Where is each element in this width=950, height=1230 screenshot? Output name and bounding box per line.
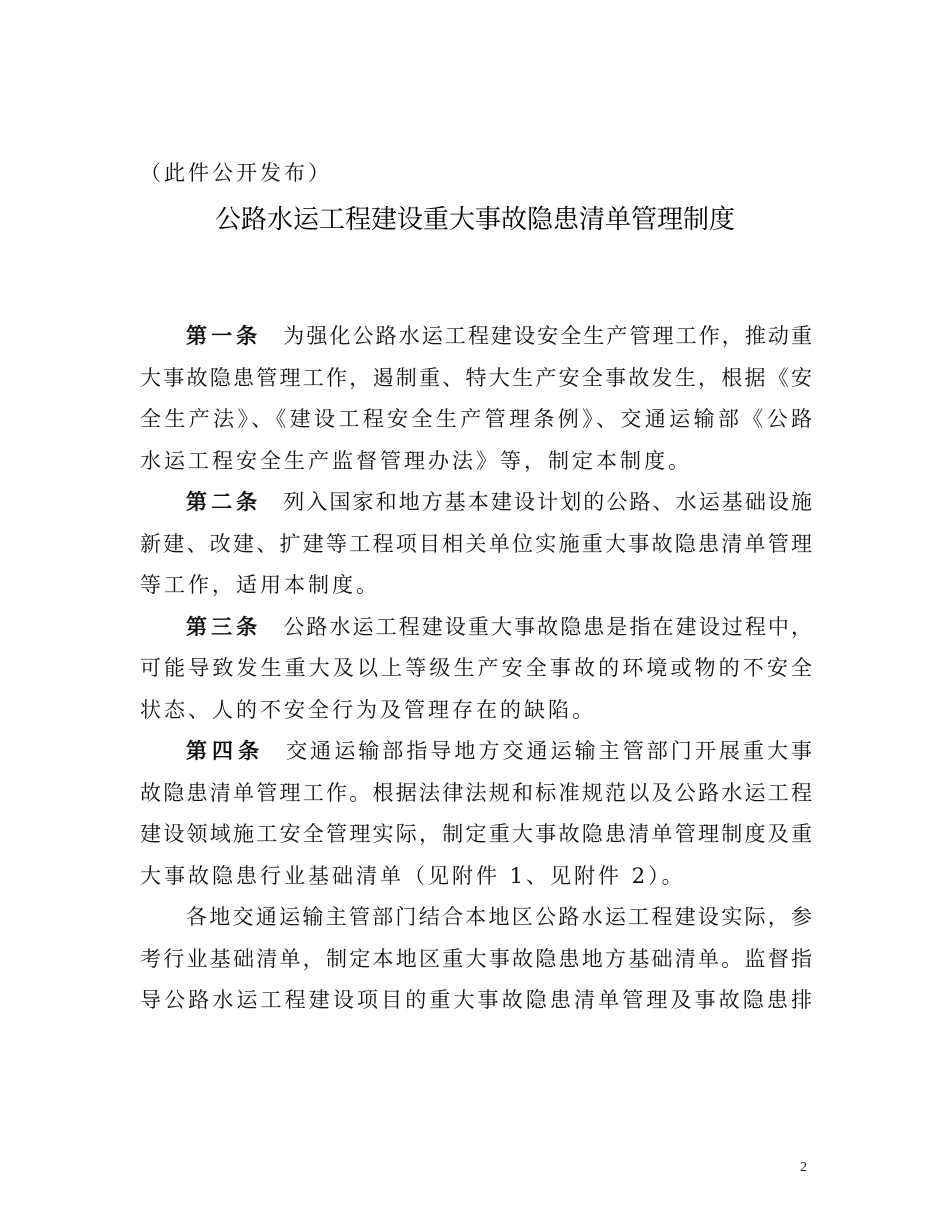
paragraph-line: 等工作，适用本制度。 [140,573,380,597]
page-number: 2 [800,1160,807,1175]
article-label: 第一条 [186,324,262,348]
paragraph-line: 故隐患清单管理工作。根据法律法规和标准规范以及公路水运工程 [140,780,812,805]
paragraph-line: 建设领域施工安全管理实际，制定重大事故隐患清单管理制度及重 [140,822,812,846]
article-2 [140,482,812,607]
paragraph-line: 考行业基础清单，制定本地区重大事故隐患地方基础清单。监督指 [140,946,812,971]
paragraph-line: 大事故隐患管理工作，遏制重、特大生产安全事故发生，根据《安 [140,365,812,390]
paragraph-line: 可能导致发生重大及以上等级生产安全事故的环境或物的不安全 [140,656,812,680]
publication-notice: （此件公开发布） [140,161,332,185]
paragraph-line: 全生产法》、《建设工程安全生产管理条例》、交通运输部《公路 [140,407,812,431]
paragraph-line: 各地交通运输主管部门结合本地区公路水运工程建设实际，参 [186,905,812,929]
paragraph-line: 大事故隐患行业基础清单（见附件 1、见附件 2）。 [140,863,686,888]
paragraph-line: 第四条 交通运输部指导地方交通运输主管部门开展重大事 [186,739,812,763]
paragraph-line: 水运工程安全生产监督管理办法》等，制定本制度。 [140,448,692,473]
paragraph-line: 第三条 公路水运工程建设重大事故隐患是指在建设过程中， [186,614,813,639]
article-3 [140,607,812,732]
paragraph-line: 新建、改建、扩建等工程项目相关单位实施重大事故隐患清单管理 [140,531,812,556]
article-label: 第三条 [186,614,262,639]
article-4-paragraph-2 [140,897,812,1022]
document-title: 公路水运工程建设重大事故隐患清单管理制度 [214,205,735,235]
article-4 [140,731,812,897]
paragraph-line: 导公路水运工程建设项目的重大事故隐患清单管理及事故隐患排 [140,988,812,1012]
article-label: 第四条 [186,739,265,763]
paragraph-line: 状态、人的不安全行为及管理存在的缺陷。 [140,697,596,722]
document-body [140,316,812,1022]
paragraph-line: 第二条 列入国家和地方基本建设计划的公路、水运基础设施 [186,490,813,514]
article-1 [140,316,812,482]
paragraph-line: 第一条 为强化公路水运工程建设安全生产管理工作，推动重 [186,324,813,348]
article-label: 第二条 [186,490,262,514]
